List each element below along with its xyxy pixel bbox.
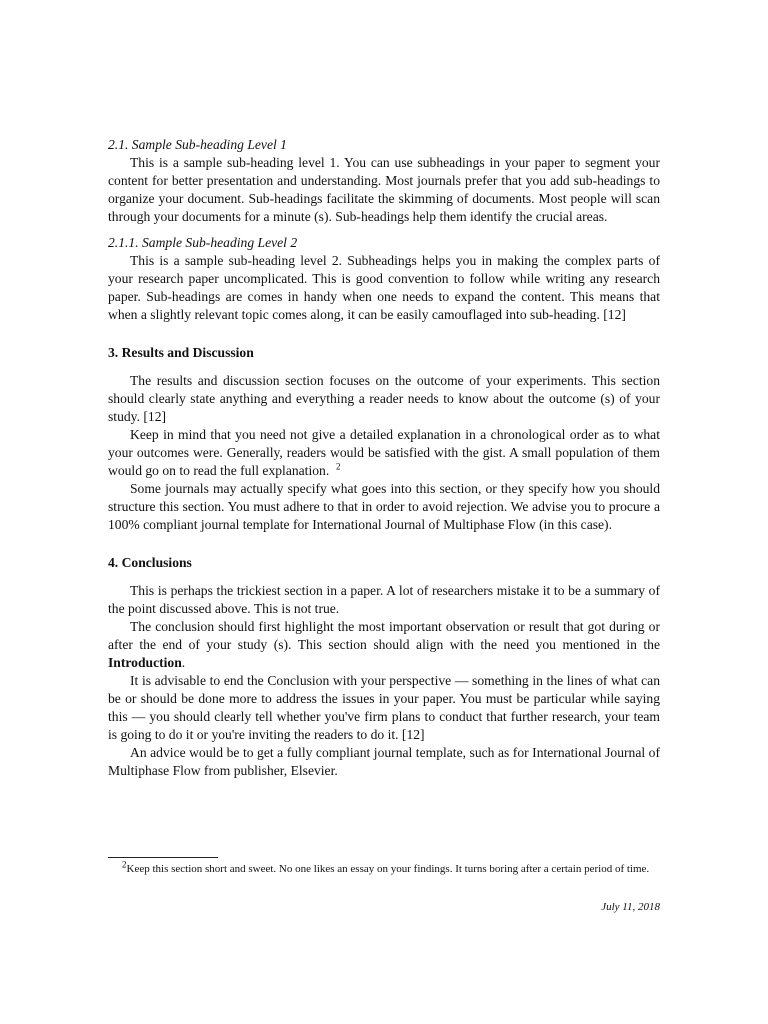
subsection-heading-2-1: 2.1. Sample Sub-heading Level 1 xyxy=(108,137,287,152)
section-heading-conclusions: 4. Conclusions xyxy=(108,555,192,570)
section-heading-results: 3. Results and Discussion xyxy=(108,345,254,360)
footnote-number: 2 xyxy=(122,859,127,870)
paragraph-conclusions-2-end: . xyxy=(181,655,186,670)
paragraph-results-3: Some journals may actually specify what goes into this section, or they specify how you should structure this section. You must adhere to that in order to avoid rejection. We advise you to procure a 100% compliant journal template for International Journal of Multiphase Flow (in this case). xyxy=(108,481,660,532)
paragraph-results-2 xyxy=(108,426,660,480)
paragraph-2-1: This is a sample sub-heading level 1. You can use subheadings in your paper to segment your content for better presentation and understanding. Most journals prefer that you add sub-headings to organize your document. Sub-headings facilitate the skimming of documents. Most people will scan through your documents for a minute (s). Sub-headings help them identify the crucial areas. xyxy=(108,155,660,224)
footnote-divider xyxy=(108,857,218,858)
page-body xyxy=(108,136,660,780)
footnote-text: Keep this section short and sweet. No one likes an essay on your findings. It turns boring after a certain period of time. xyxy=(126,863,650,875)
paragraph-conclusions-2 xyxy=(108,618,660,672)
introduction-reference: Introduction xyxy=(108,655,182,670)
paragraph-conclusions-1: This is perhaps the trickiest section in a paper. A lot of researchers mistake it to be a summary of the point discussed above. This is not true. xyxy=(108,583,660,616)
page-date: July 11, 2018 xyxy=(601,901,660,913)
footnote xyxy=(108,859,660,877)
paragraph-results-2-text: Keep in mind that you need not give a detailed explanation in a chronological order as to what your outcomes were. Generally, readers would be satisfied with the gist. A small population of them would go on to read the full explanation. xyxy=(108,427,660,478)
footnote-marker: 2 xyxy=(336,461,341,472)
paragraph-conclusions-4: An advice would be to get a fully compliant journal template, such as for International Journal of Multiphase Flow from publisher, Elsevier. xyxy=(108,745,660,778)
paragraph-conclusions-2-text: The conclusion should first highlight the most important observation or result that got during or after the end of your study (s). This section should align with the need you mentioned in the xyxy=(108,619,660,652)
paragraph-2-1-1: This is a sample sub-heading level 2. Subheadings helps you in making the complex parts of your research paper uncomplicated. This is good convention to follow while writing any research paper. Sub-headings are comes in handy when one needs to expand the content. This means that when a slightly relevant topic comes along, it can be easily camouflaged into sub-heading. [12] xyxy=(108,253,660,322)
paragraph-results-1: The results and discussion section focuses on the outcome of your experiments. This section should clearly state anything and everything a reader needs to know about the outcome (s) of your study. [12] xyxy=(108,373,660,424)
paragraph-conclusions-3: It is advisable to end the Conclusion with your perspective — something in the lines of what can be or should be done more to address the issues in your paper. You must be particular while saying this — you should clearly tell whether you've firm plans to conduct that further research, your team is going to do it or you're inviting the readers to do it. [12] xyxy=(108,673,660,742)
subsection-heading-2-1-1: 2.1.1. Sample Sub-heading Level 2 xyxy=(108,235,298,250)
